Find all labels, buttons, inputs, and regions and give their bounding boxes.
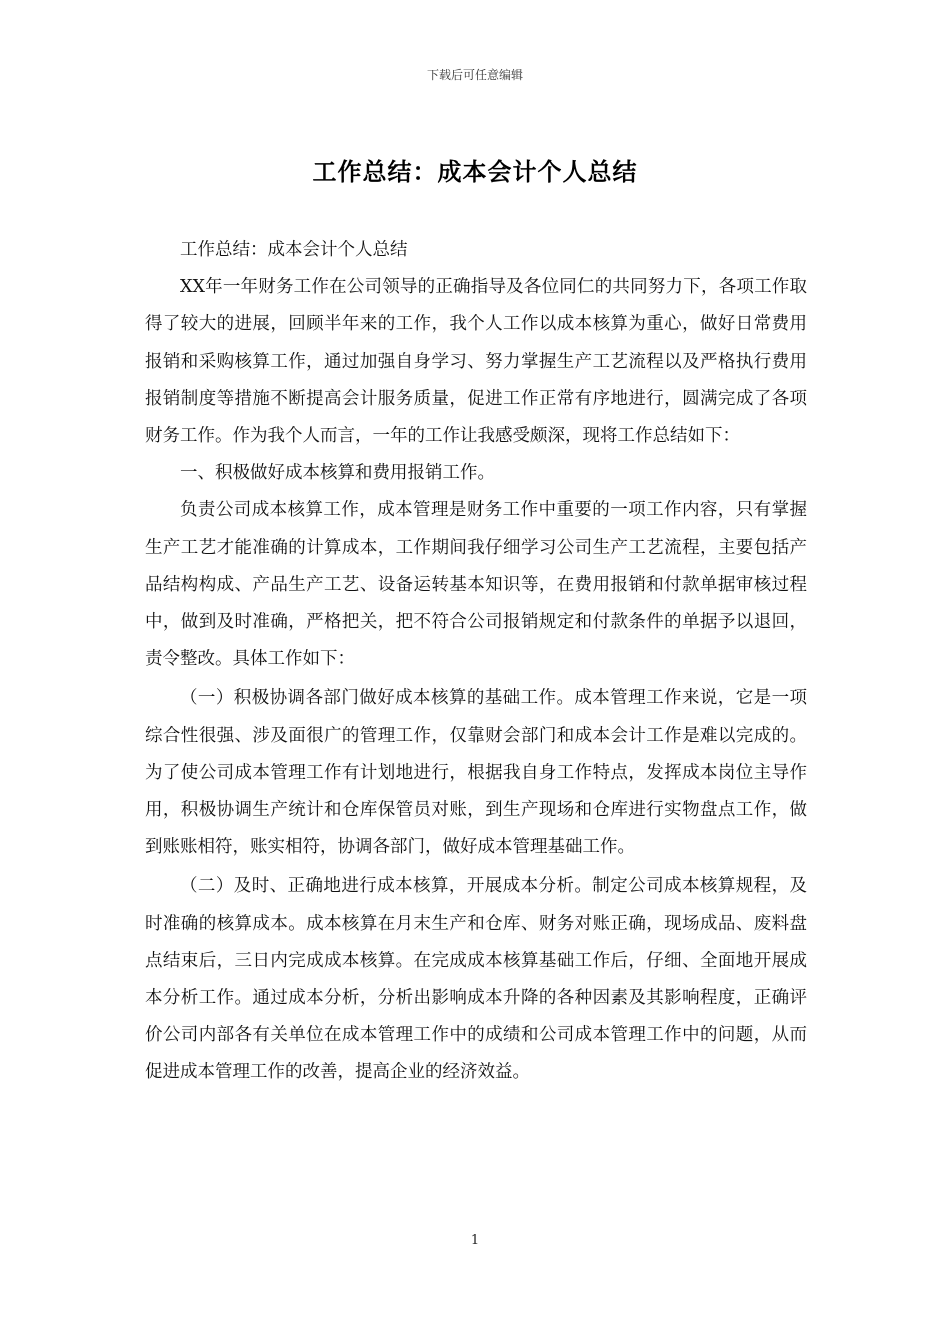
document-title: 工作总结：成本会计个人总结 [312, 158, 638, 186]
paragraph-subtitle: 工作总结：成本会计个人总结 [180, 240, 408, 260]
paragraph-cost-accounting: 负责公司成本核算工作，成本管理是财务工作中重要的一项工作内容，只有掌握生产工艺才能准确的计算成本，工作期间我仔细学习公司生产工艺流程，主要包括产品结构构成、产品生产工艺、设备运转基本知识等，在费用报销和付款单据审核过程中，做到及时准确，严格把关，把不符合公司报销规定和付款条件的单据予以退回，责令整改。具体工作如下： [145, 500, 807, 670]
paragraph-item-1: （一）积极协调各部门做好成本核算的基础工作。成本管理工作来说，它是一项综合性很强、涉及面很广的管理工作，仅靠财会部门和成本会计工作是难以完成的。为了使公司成本管理工作有计划地进行，根据我自身工作特点，发挥成本岗位主导作用，积极协调生产统计和仓库保管员对账，到生产现场和仓库进行实物盘点工作，做到账账相符，账实相符，协调各部门，做好成本管理基础工作。 [145, 688, 807, 858]
paragraph-item-2: （二）及时、正确地进行成本核算，开展成本分析。制定公司成本核算规程，及时准确的核算成本。成本核算在月末生产和仓库、财务对账正确，现场成品、废料盘点结束后，三日内完成成本核算。在完成成本核算基础工作后，仔细、全面地开展成本分析工作。通过成本分析，分析出影响成本升降的各种因素及其影响程度，正确评价公司内部各有关单位在成本管理工作中的成绩和公司成本管理工作中的问题，从而促进成本管理工作的改善，提高企业的经济效益。 [145, 876, 807, 1083]
page-header-note: 下载后可任意编辑 [426, 68, 523, 82]
page-number: 1 [470, 1233, 480, 1248]
paragraph-intro: XX年一年财务工作在公司领导的正确指导及各位同仁的共同努力下，各项工作取得了较大的进展，回顾半年来的工作，我个人工作以成本核算为重心，做好日常费用报销和采购核算工作，通过加强自身学习、努力掌握生产工艺流程以及严格执行费用报销制度等措施不断提高会计服务质量，促进工作正常有序地进行，圆满完成了各项财务工作。作为我个人而言，一年的工作让我感受颇深，现将工作总结如下： [145, 277, 807, 447]
section-heading-1: 一、积极做好成本核算和费用报销工作。 [180, 463, 495, 484]
document-body [145, 232, 807, 1092]
